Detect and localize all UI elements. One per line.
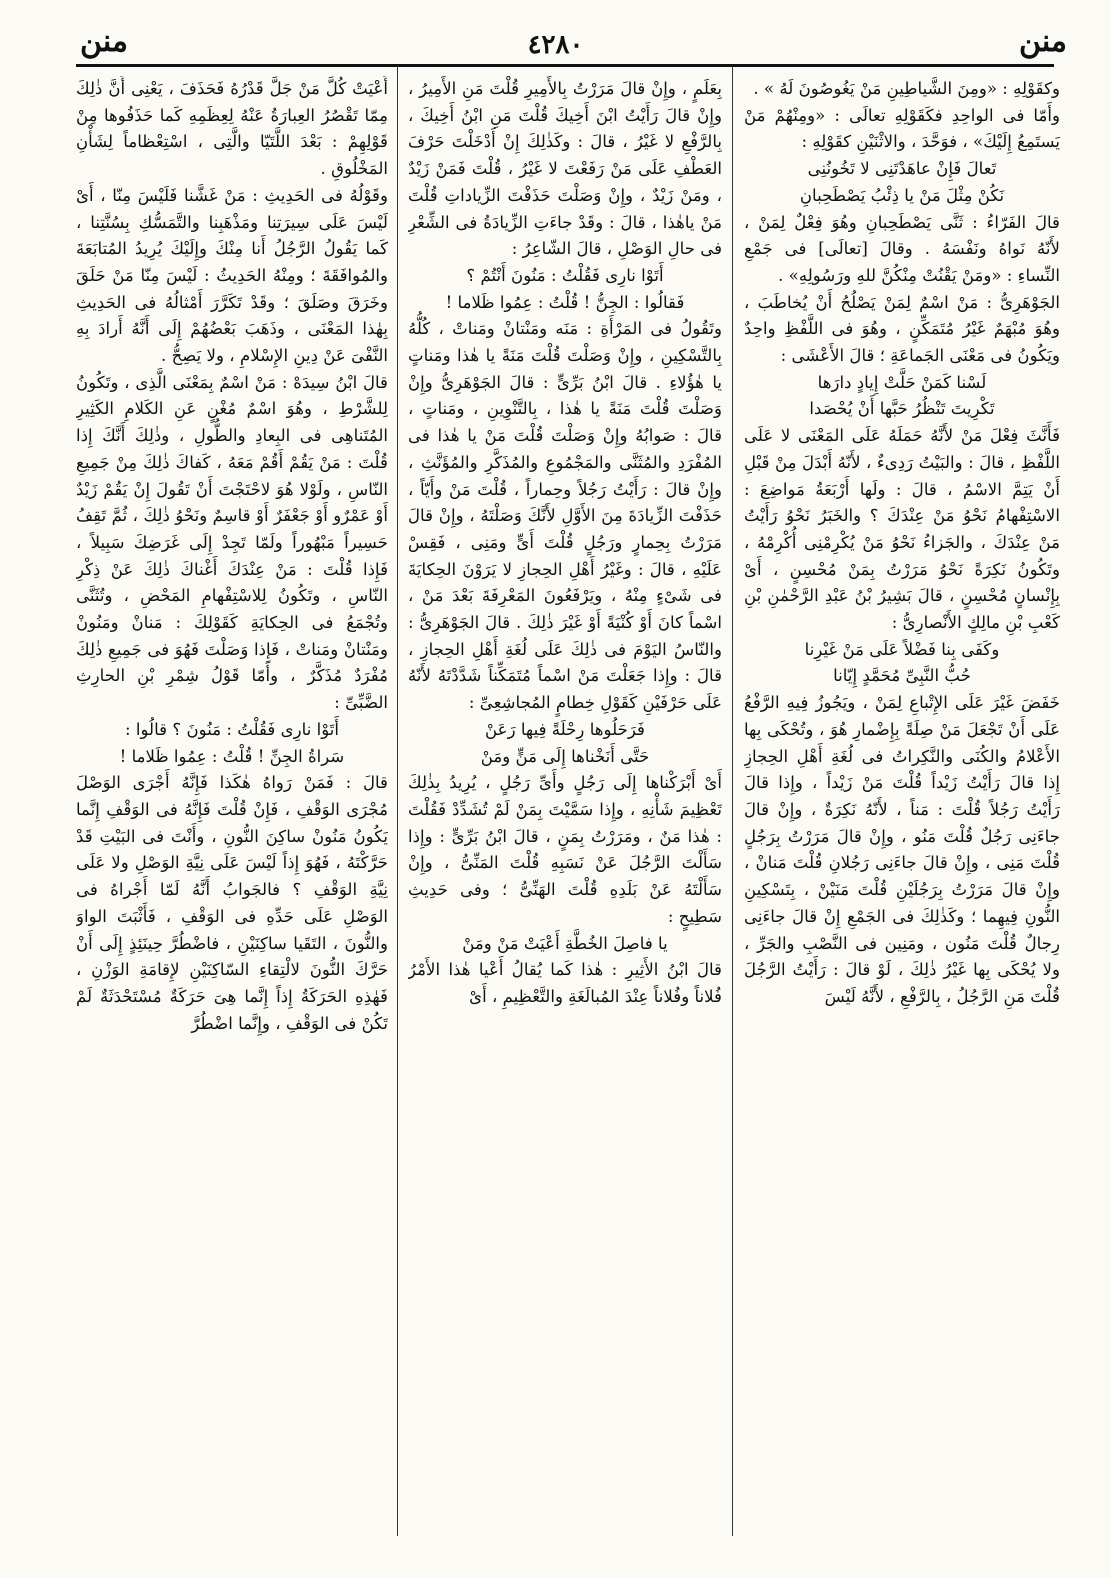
- verse-line: نَكُنْ مِثْلَ مَنْ يا ذِئْبُ يَصْطَحِبانِ: [799, 185, 1005, 205]
- paragraph: أَعْيَتْ كُلَّ مَنْ جَلَّ قَدْرُهُ فَحَذَفَ ، يَعْنِى أَنَّ ذٰلِكَ مِمّا تَقْصُرُ العِبارَةُ عَنْهُ لِعِظَمِهِ كَما حَذَفُوها مِنْ قَوْلِهِمْ : بَعْدَ اللَّتَيّا والَّتِى ، اسْتِعْظاماً لِشَأْنِ المَخْلُوقِ .: [76, 79, 388, 179]
- headword-right: منن: [1019, 24, 1067, 59]
- paragraph: قالَ الفَرّاءُ : ثَنَّى يَصْطَحِبانِ وهُوَ فِعْلٌ لِمَنْ ، لأَنّهُ نَواهُ ونَفْسَهُ . وقالَ [تعالَى] فى جَمْعِ النِّساءِ : «ومَنْ يَقْنُتْ مِنْكُنَّ للهِ ورَسُولِهِ» .: [744, 212, 1060, 285]
- page-header: [0, 0, 1111, 60]
- verse-line: فَرَحَلُوها رِحْلَةً فِيها رَعَنْ: [485, 719, 645, 739]
- paragraph: وقَوْلُهُ فى الحَدِيثِ : مَنْ غَشَّنا فَلَيْسَ مِنّا ، أَىْ لَيْسَ عَلَى سِيرَتِنا ومَذْهَبِنا والتَّمَسُّكِ بِسُنَّتِنا ، كَما يَقُولُ الرَّجُلُ أَنا مِنْكَ وإِلَيْكَ يُرِيدُ المُتابَعَةَ والمُوافَقَةَ ؛ ومِنْهُ الحَدِيثُ : لَيْسَ مِنّا مَنْ حَلَقَ وخَرَقَ وصَلَقَ ؛ وقَدْ تَكَرَّرَ أَمْثالُهُ فى الحَدِيثِ بِهٰذا المَعْنَى ، وذَهَبَ بَعْضُهُمْ إِلَى أَنَّهُ أَرادَ بِهِ النَّفْىَ عَنْ دِينِ الإِسْلامِ ، ولا يَصِحُّ .: [76, 185, 388, 366]
- column-divider-left: [397, 66, 398, 1536]
- verse-line: وكَفَى بِنا فَضْلاً عَلَى مَنْ غَيْرِنا: [804, 639, 1000, 659]
- verse-line: أَتَوْا نارِى فَقُلْتُ : مَنُونَ ؟ قالُوا :: [125, 719, 339, 739]
- paragraph: فَأَنَّثَ فِعْلَ مَنْ لأَنَّهُ حَمَلَهُ عَلَى المَعْنَى لا عَلَى اللَّفْظِ ، قالَ : والبَيْتُ رَدِىءٌ ، لأَنّهُ أَبْدَلَ مِنْ قَبْلِ أَنْ يَتِمَّ الاسْمُ ، قالَ : ولَها أَرْبَعَةُ مَواضِعَ : الاسْتِفْهامُ نَحْوُ مَنْ عِنْدَكَ ؟ والخَبَرُ نَحْوُ رَأَيْتُ مَنْ عِنْدَكَ ، والجَزاءُ نَحْوُ مَنْ يُكْرِمْنِى أُكْرِمْهُ ، وتَكُونُ نَكِرَةً نَحْوُ مَرَرْتُ بِمَنْ مُحْسِنٍ ، أَىْ بِإِنْسانٍ مُحْسِنٍ ، قالَ بَشِيرُ بْنُ عَبْدِ الرَّحْمٰنِ بْنِ كَعْبِ بْنِ مالِكٍ الأَنْصارِىُّ :: [744, 426, 1060, 633]
- column-middle: [408, 76, 722, 1536]
- paragraph: الجَوْهَرِىُّ : مَنْ اسْمٌ لِمَنْ يَصْلُحُ أَنْ يُخاطَبَ ، وهُوَ مُبْهَمٌ غَيْرُ مُتَمَكِّنٍ ، وهُوَ فى اللَّفْظِ واحِدٌ ويَكُونُ فى مَعْنَى الجَماعَةِ ؛ قالَ الأَعْشَى :: [744, 292, 1060, 366]
- paragraph: قالَ : فَمَنْ رَواهُ هٰكَذا فَإِنَّهُ أَجْرَى الوَصْلَ مُجْرَى الوَقْفِ ، فَإِنْ قُلْتَ فَإِنَّهُ فى الوَقْفِ إِنَّما يَكُونُ مَنُونْ ساكِنَ النُّونِ ، وأَنْتَ فى البَيْتِ قَدْ حَرَّكْتَهُ ، فَهُوَ إِذاً لَيْسَ عَلَى نِيَّةِ الوَصْلِ ولا عَلَى نِيَّةِ الوَقْفِ ؟ فالجَوابُ أَنَّهُ لَمّا أَجْراهُ فى الوَصْلِ عَلَى حَدِّهِ فى الوَقْفِ ، فَأَثْبَتَ الواوَ والنُّونَ ، التَقَيا ساكِنَيْنِ ، فاضْطُرَّ حِينَئِذٍ إِلَى أَنْ حَرَّكَ النُّونَ لالْتِقاءِ السّاكِنَيْنِ لإِقامَةِ الوَزْنِ ، فَهٰذِهِ الحَرَكَةُ إِذاً إِنَّما هِىَ حَرَكَةٌ مُسْتَحْدَثَةٌ لَمْ تَكُنْ فى الوَقْفِ ، وإِنَّما اضْطُرَّ: [76, 773, 388, 1033]
- paragraph: وأَمّا فى الواحِدِ فكَقَوْلِهِ تعالَى : «ومِنْهُمْ مَنْ يَستَمِعُ إِلَيْكَ» ، فوَحَّدَ ، والاثْنَيْنِ كقَوْلِهِ :: [744, 105, 1060, 152]
- paragraph: قالَ ابْنُ سِيدَهْ : مَنْ اسْمٌ بِمَعْنَى الَّذِى ، وتَكُونُ لِلشَّرْطِ ، وهُوَ اسْمٌ مُغْنٍ عَنِ الكَلامِ الكَثِيرِ المُتَناهِى فى البِعادِ والطُّولِ ، وذٰلِكَ أَنَّكَ إِذا قُلْتَ : مَنْ يَقُمْ أَقُمْ مَعَهُ ، كَفاكَ ذٰلِكَ مِنْ جَمِيعِ النّاسِ ، ولَوْلا هُوَ لاحْتَجْتَ أَنْ تَقُولَ إِنْ يَقُمْ زَيْدٌ أَوْ عَمْرٌو أَوْ جَعْفَرٌ أَوْ قاسِمٌ ونَحْوُ ذٰلِكَ ، ثُمَّ تَقِفُ حَسِيراً مَبْهُوراً ولَمّا تَجِدْ إِلَى غَرَضِكَ سَبِيلاً ، فَإِذا قُلْتَ : مَنْ عِنْدَكَ أَغْناكَ ذٰلِكَ عَنْ ذِكْرِ النّاسِ ، وتَكُونُ لِلاسْتِفْهامِ المَحْضِ ، وتُثَنَّى وتُجْمَعُ فى الحِكايَةِ كَقَوْلِكَ : مَنانْ ومَنُونْ ومَنْتانْ ومَناتْ ، فَإِذا وَصَلْتَ فَهُوَ فى جَمِيعِ ذٰلِكَ مُفْرَدٌ مُذَكَّرٌ ، وأَمّا قَوْلُ شِمْرِ بْنِ الحارِثِ الضَّبِّىِّ :: [76, 372, 388, 713]
- header-rule: [76, 64, 1054, 67]
- verse-line: يا فاصِلَ الخُطَّةِ أَعْيَتْ مَنْ ومَنْ: [462, 933, 668, 953]
- verse-line: أَتَوْا نارِى فَقُلْتُ : مَنُونَ أَنْتُمْ ؟: [466, 265, 664, 285]
- column-divider-right: [732, 66, 733, 1536]
- column-left: [76, 76, 388, 1536]
- paragraph: وكقَوْلِهِ : «ومِنَ الشَّياطِينِ مَنْ يَغُوصُونَ لَهُ » .: [753, 79, 1060, 98]
- verse-line: تَعالَ فَإِنْ عاهَدْتَنِى لا تَخُونُنِى: [807, 159, 997, 179]
- paragraph: خَفَضَ غَيْرَ عَلَى الإِتْباعِ لِمَنْ ، ويَجُوزُ فِيهِ الرَّفْعُ عَلَى أَنْ تَجْعَلَ مَنْ صِلَةً بِإِضْمارِ هُوَ ، وتُحْكَى بِها الأَعْلامُ والكُنَى والنَّكِراتُ فى لُغَةِ أَهْلِ الحِجازِ إِذا قالَ رَأَيْتُ زَيْداً قُلْتَ مَنْ زَيْداً ، وإِذا قالَ رَأَيْتُ رَجُلاً قُلْتَ : مَناً ، لأَنّهُ نَكِرَةٌ ، وإِنْ قالَ جاءَنِى رَجُلٌ قُلْتَ مَنُو ، وإِنْ قالَ مَرَرْتُ بِرَجُلٍ قُلْتَ مَنِى ، وإِنْ قالَ جاءَنِى رَجُلانِ قُلْتَ مَنانْ ، وإِنْ قالَ مَرَرْتُ بِرَجُلَيْنِ قُلْتَ مَنَيْنْ ، بِتَسْكِينِ النُّونِ فِيهِما ؛ وكَذٰلِكَ فى الجَمْعِ إِنْ قالَ جاءَنِى رِجالٌ قُلْتَ مَنُون ، ومَنِين فى النَّصْبِ والجَرِّ ، ولا يُحْكَى بِها غَيْرُ ذٰلِكَ ، لَوْ قالَ : رَأَيْتُ الرَّجُلَ قُلْتَ مَنِ الرَّجُلُ ، بِالرَّفْعِ ، لأَنَّهُ لَيْسَ: [744, 693, 1060, 1006]
- verse-line: تَكْرِيتَ تَنْظُرُ حَبَّها أَنْ يُحْصَدا: [809, 399, 995, 419]
- verse-line: حَتَّى أَنَخْناها إِلَى مَنٍّ ومَنْ: [480, 746, 650, 766]
- page-number: ٤٢٨٠: [527, 30, 584, 60]
- verse-line: حُبُّ النَّبِىِّ مُحَمَّدٍ إِيّانا: [833, 666, 971, 686]
- verse-line: سَراةُ الجِنِّ ! قُلْتُ : عِمُوا ظَلاما !: [119, 746, 345, 766]
- paragraph: قالَ ابْنُ الأَثِيرِ : هٰذا كَما يُقالُ أَعْيا هٰذا الأَمْرُ فُلاناً وفُلاناً عِنْدَ المُبالَغَةِ والتَّعْظِيمِ ، أَىْ: [408, 960, 722, 1006]
- verse-line: لَسْنا كَمَنْ حَلَّتْ إِيادٍ دارَها: [817, 372, 987, 392]
- headword-left: منن: [80, 24, 128, 59]
- verse-line: فَقالُوا : الجِنُّ ! قُلْتُ : عِمُوا ظَلاما !: [445, 292, 685, 312]
- column-right: [744, 76, 1060, 1536]
- paragraph: بِعَلَمٍ ، وإِنْ قالَ مَرَرْتُ بِالأَمِيرِ قُلْتَ مَنِ الأَمِيرُ ، وإِنْ قالَ رَأَيْتُ ابْنَ أَخِيكَ قُلْتَ مَنِ ابْنُ أَخِيكَ ، بِالرَّفْعِ لا غَيْرُ ، قالَ : وكَذٰلِكَ إِنْ أَدْخَلْتَ حَرْفَ العَطْفِ عَلَى مَنْ رَفَعْتَ لا غَيْرُ ، قُلْتَ فَمَنْ زَيْدٌ ، ومَنْ زَيْدٌ ، وإِنْ وَصَلْتَ حَذَفْتَ الزِّياداتِ قُلْتَ مَنْ ياهٰذا ، قالَ : وقَدْ جاءَتِ الزِّيادَةُ فى الشِّعْرِ فى حالِ الوَصْلِ ، قالَ الشّاعِرُ :: [408, 79, 722, 259]
- paragraph: أَىْ أَبْرَكْناها إِلَى رَجُلٍ وأَىِّ رَجُلٍ ، يُرِيدُ بِذٰلِكَ تَعْظِيمَ شَأْنِهِ ، وإِذا سَمَّيْتَ بِمَنْ لَمْ تُشَدِّدْ فَقُلْتَ : هٰذا مَنٌ ، ومَرَرْتُ بِمَنٍ ، قالَ ابْنُ بَرِّىٍّ : وإِذا سَأَلْتَ الرَّجُلَ عَنْ نَسَبِهِ قُلْتَ المَنِّىُّ ، وإِنْ سَأَلْتَهُ عَنْ بَلَدِهِ قُلْتَ الهَنِّىُّ ؛ وفى حَدِيثِ سَطِيحٍ :: [408, 773, 722, 926]
- paragraph: وتَقُولُ فى المَرْأَةِ : مَنَه ومَنْتانْ ومَناتْ ، كُلُّهُ بِالتَّسْكِينِ ، وإِنْ وَصَلْتَ قُلْتَ مَنَةً يا هٰذا ومَناتٍ يا هٰؤُلاءِ . قالَ ابْنُ بَرِّىٍّ : قالَ الجَوْهَرِىُّ وإِنْ وَصَلْتَ قُلْتَ مَنَةً يا هٰذا ، بِالتَّنْوِينِ ، ومَناتٍ ، قالَ : صَوابُهُ وإِنْ وَصَلْتَ قُلْتَ مَنْ يا هٰذا فى المُفْرَدِ والمُثَنَّى والمَجْمُوعِ والمُذَكَّرِ والمُؤَنَّثِ ، وإِنْ قالَ : رَأَيْتُ رَجُلاً وحِماراً ، قُلْتَ مَنْ وأَيّاً ، حَذَفْتَ الزِّيادَةَ مِنَ الأَوَّلِ لأَنَّكَ وَصَلْتَهُ ، وإِنْ قالَ مَرَرْتُ بِحِمارٍ ورَجُلٍ قُلْتَ أَىٍّ ومَنِى ، فَقِسْ عَلَيْهِ ، قالَ : وغَيْرُ أَهْلِ الحِجازِ لا يَرَوْنَ الحِكايَةَ فى شَىْءٍ مِنْهُ ، ويَرْفَعُونَ المَعْرِفَةَ بَعْدَ مَنْ ، اسْماً كانَ أَوْ كُنْيَةً أَوْ غَيْرَ ذٰلِكَ . قالَ الجَوْهَرِىُّ : والنّاسُ اليَوْمَ فى ذٰلِكَ عَلَى لُغَةِ أَهْلِ الحِجازِ ، قالَ : وإِذا جَعَلْتَ مَنْ اسْماً مُتَمَكِّناً شَدَّدْتَهُ لأَنّهُ عَلَى حَرْفَيْنِ كَقَوْلِ خِطامٍ المُجاشِعِىِّ :: [408, 319, 722, 713]
